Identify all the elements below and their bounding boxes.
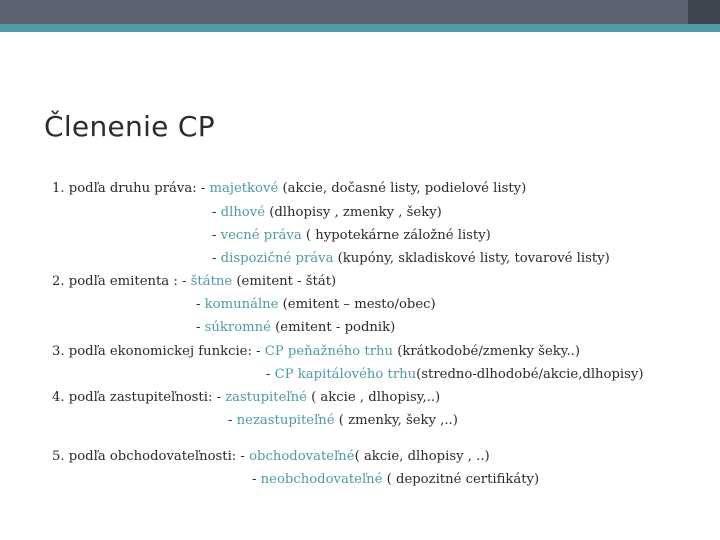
- list-item-prefix: 3. podľa ekonomickej funkcie: -: [52, 344, 265, 359]
- list-item: [52, 448, 490, 466]
- list-item-prefix: -: [212, 205, 221, 220]
- list-item-prefix: -: [212, 251, 221, 266]
- list-item-prefix: 1. podľa druhu práva: -: [52, 181, 210, 196]
- list-item-term: majetkové: [209, 181, 279, 196]
- list-item-prefix: 4. podľa zastupiteľnosti: -: [52, 390, 226, 405]
- list-item-term: neobchodovateľné: [260, 472, 383, 487]
- list-item: [52, 389, 440, 407]
- list-item-suffix: ( zmenky, šeky ,..): [334, 413, 458, 428]
- list-item-prefix: -: [228, 413, 237, 428]
- list-item-term: obchodovateľné: [249, 449, 355, 464]
- list-item-suffix: ( akcie , dlhopisy,..): [306, 390, 441, 405]
- list-item-suffix: (krátkodobé/zmenky šeky..): [393, 344, 580, 359]
- list-item: [212, 204, 442, 222]
- list-item: [212, 227, 491, 245]
- list-item: [212, 250, 610, 268]
- slide-title: Členenie CP: [44, 110, 215, 143]
- list-item-suffix: ( akcie, dlhopisy , ..): [354, 449, 490, 464]
- list-item-term: zastupiteľné: [225, 390, 307, 405]
- list-item-suffix: (akcie, dočasné listy, podielové listy): [278, 181, 527, 196]
- list-item-suffix: (emitent - štát): [232, 274, 337, 289]
- list-item-prefix: -: [196, 297, 205, 312]
- list-item-suffix: (dlhopisy , zmenky , šeky): [265, 205, 442, 220]
- list-item-suffix: (emitent - podnik): [270, 320, 396, 335]
- list-item-prefix: 2. podľa emitenta : -: [52, 274, 191, 289]
- list-item-suffix: ( depozitné certifikáty): [382, 472, 540, 487]
- slide-header-bar: [0, 0, 720, 24]
- list-item-suffix: (stredno-dlhodobé/akcie,dlhopisy): [416, 367, 644, 382]
- list-item-suffix: (kupóny, skladiskové listy, tovarové listy): [333, 251, 610, 266]
- list-item-prefix: -: [196, 320, 205, 335]
- list-item-prefix: -: [266, 367, 275, 382]
- list-item: [52, 180, 526, 198]
- list-item-suffix: (emitent – mesto/obec): [278, 297, 436, 312]
- list-item-term: nezastupiteľné: [236, 413, 335, 428]
- list-item: [52, 343, 580, 361]
- list-item: [266, 366, 644, 384]
- list-item-suffix: ( hypotekárne záložné listy): [301, 228, 491, 243]
- list-item-term: dispozičné práva: [220, 251, 334, 266]
- list-item-term: vecné práva: [220, 228, 302, 243]
- list-item: [196, 319, 395, 337]
- list-item: [228, 412, 458, 430]
- list-item-term: štátne: [190, 274, 233, 289]
- list-item: [252, 471, 539, 489]
- list-item-prefix: 5. podľa obchodovateľnosti: -: [52, 449, 250, 464]
- list-item: [196, 296, 436, 314]
- slide-accent-bar: [0, 24, 720, 32]
- slide-header-corner-block: [688, 0, 720, 24]
- list-item: [52, 273, 336, 291]
- list-item-term: komunálne: [204, 297, 279, 312]
- list-item-term: dlhové: [220, 205, 266, 220]
- list-item-term: CP peňažného trhu: [264, 344, 393, 359]
- list-item-prefix: -: [252, 472, 261, 487]
- list-item-term: CP kapitálového trhu: [274, 367, 417, 382]
- list-item-prefix: -: [212, 228, 221, 243]
- list-item-term: súkromné: [204, 320, 271, 335]
